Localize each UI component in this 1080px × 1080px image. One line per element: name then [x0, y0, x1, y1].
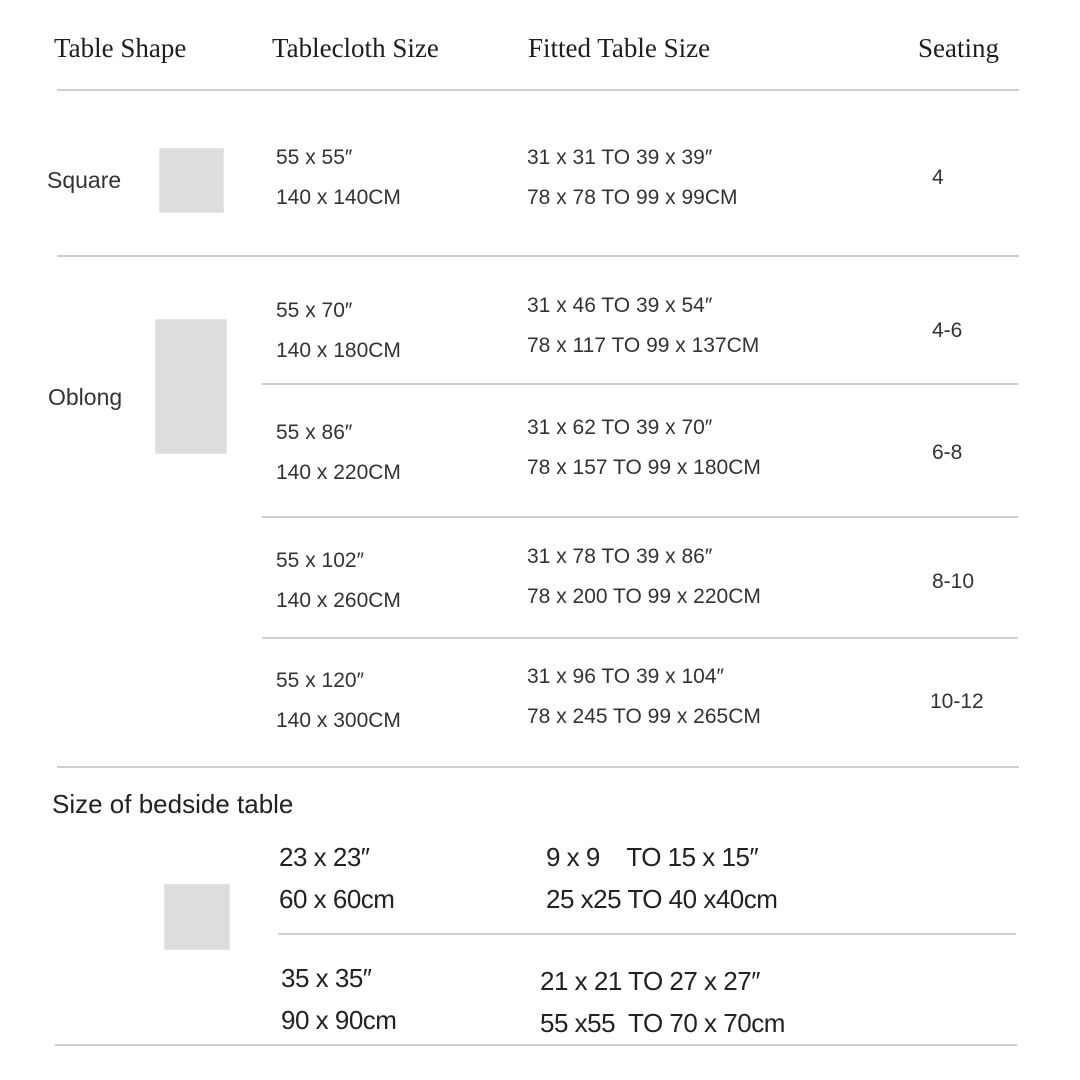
divider [262, 516, 1018, 518]
seating: 8-10 [932, 570, 975, 593]
header-seating: Seating [918, 33, 999, 63]
seating: 10-12 [930, 690, 984, 713]
cloth-size: 55 x 55″ 140 x 140CM [276, 146, 401, 209]
cloth-size: 35 x 35″ 90 x 90cm [281, 963, 397, 1035]
fitted-size: 31 x 78 TO 39 x 86″ 78 x 200 TO 99 x 220CM [527, 545, 761, 608]
bedside-table-icon [164, 884, 230, 950]
fitted-size: 31 x 31 TO 39 x 39″ 78 x 78 TO 99 x 99CM [527, 146, 738, 209]
divider [57, 89, 1019, 91]
cloth-size: 55 x 120″ 140 x 300CM [276, 669, 401, 732]
divider [55, 1044, 1017, 1046]
seating: 6-8 [932, 441, 963, 464]
cloth-size: 55 x 102″ 140 x 260CM [276, 549, 401, 612]
oblong-table-icon [155, 319, 227, 454]
fitted-size: 31 x 96 TO 39 x 104″ 78 x 245 TO 99 x 265CM [527, 665, 761, 728]
bedside-title: Size of bedside table [52, 789, 294, 819]
seating: 4-6 [932, 319, 963, 342]
shape-label-square: Square [47, 167, 122, 193]
fitted-size: 31 x 62 TO 39 x 70″ 78 x 157 TO 99 x 180CM [527, 416, 761, 479]
shape-label-oblong: Oblong [48, 384, 123, 410]
fitted-size: 9 x 9 TO 15 x 15″ 25 x25 TO 40 x40cm [546, 842, 778, 914]
cloth-size: 23 x 23″ 60 x 60cm [279, 842, 395, 914]
seating: 4 [932, 166, 944, 189]
divider [278, 933, 1016, 935]
header-fitted-table-size: Fitted Table Size [528, 33, 711, 63]
divider [57, 255, 1019, 257]
divider [262, 637, 1018, 639]
header-tablecloth-size: Tablecloth Size [272, 33, 439, 63]
square-table-icon [159, 148, 224, 213]
divider [57, 766, 1019, 768]
divider [262, 383, 1018, 385]
cloth-size: 55 x 70″ 140 x 180CM [276, 299, 401, 362]
cloth-size: 55 x 86″ 140 x 220CM [276, 421, 401, 484]
fitted-size: 31 x 46 TO 39 x 54″ 78 x 117 TO 99 x 137CM [527, 294, 760, 357]
header-table-shape: Table Shape [54, 33, 187, 63]
fitted-size: 21 x 21 TO 27 x 27″ 55 x55 TO 70 x 70cm [540, 966, 785, 1038]
